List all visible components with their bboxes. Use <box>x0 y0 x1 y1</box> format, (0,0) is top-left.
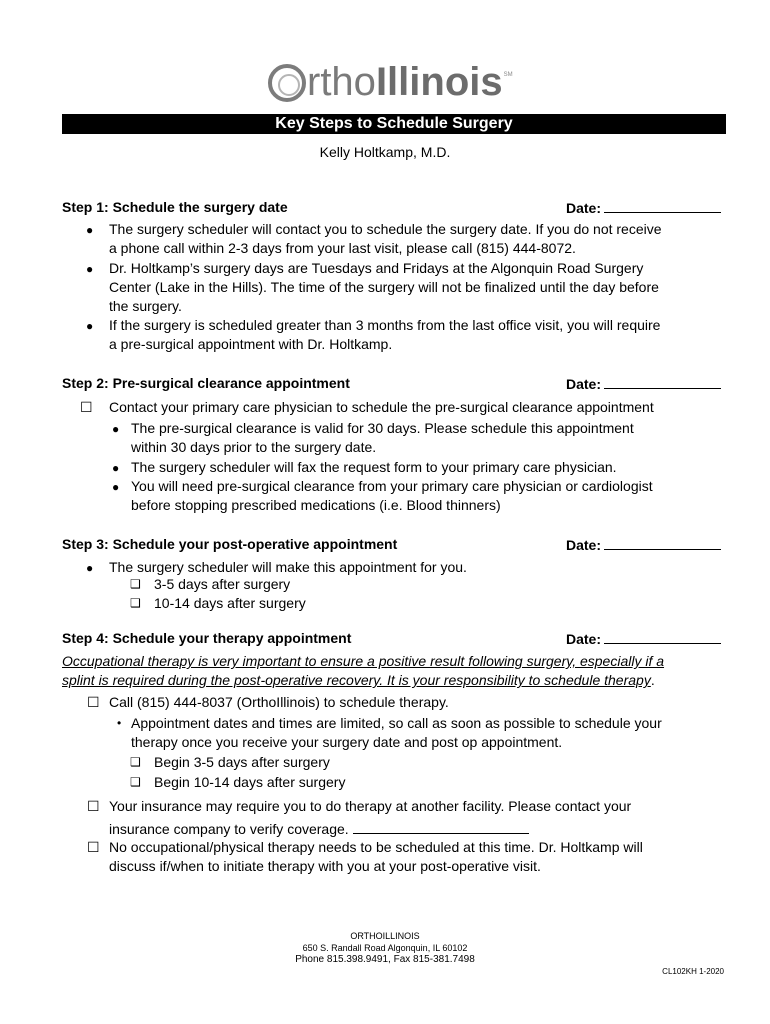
footer-address: 650 S. Randall Road Algonquin, IL 60102 <box>302 943 468 953</box>
logo-rtho-text: rtho <box>307 60 376 104</box>
checkbox-icon[interactable]: ❑ <box>130 596 141 610</box>
checkbox-icon[interactable]: ☐ <box>80 399 93 415</box>
step4-bullet1-line2: therapy once you receive your surgery date and post op appointment. <box>131 734 563 750</box>
step1-date-field <box>566 198 721 218</box>
bullet-icon: ● <box>112 480 120 494</box>
bullet-icon: ● <box>86 561 94 575</box>
step1-bullet2-line2: Center (Lake in the Hills). The time of the surgery will not be finalized until the day before <box>109 279 659 295</box>
footer-phone-fax: Phone 815.398.9491, Fax 815-381.7498 <box>295 954 475 965</box>
date-blank-line <box>604 198 721 213</box>
bullet-icon: ● <box>112 422 120 436</box>
logo-illinois-text: Illinois <box>375 60 503 104</box>
step3-date-field <box>566 535 721 555</box>
date-blank-line <box>604 535 721 550</box>
step4-task-call-therapy: Call (815) 444-8037 (OrthoIllinois) to schedule therapy. <box>109 694 449 710</box>
bullet-icon: ● <box>112 461 120 475</box>
step4-note-line1: Occupational therapy is very important to ensure a positive result following surgery, especially if a <box>62 653 665 669</box>
date-blank-line <box>604 374 721 389</box>
insurance-blank-line[interactable] <box>353 819 529 834</box>
step4-option-10-14-days: Begin 10-14 days after surgery <box>154 774 346 790</box>
step1-heading: Step 1: Schedule the surgery date <box>62 199 288 215</box>
bullet-icon: ● <box>86 223 94 237</box>
step1-bullet2-line3: the surgery. <box>109 298 182 314</box>
step4-note-line2-text: splint is required during the post-operative recovery. It is your responsibility to schedule therapy <box>62 672 651 688</box>
step3-heading: Step 3: Schedule your post-operative appointment <box>62 536 398 552</box>
checkbox-icon[interactable]: ☐ <box>87 798 100 814</box>
step4-task-no-therapy-line2: discuss if/when to initiate therapy with you at your post-operative visit. <box>109 858 541 874</box>
checkbox-icon[interactable]: ☐ <box>87 694 100 710</box>
checkbox-icon[interactable]: ❑ <box>130 755 141 769</box>
step4-heading: Step 4: Schedule your therapy appointment <box>62 630 352 646</box>
step3-option-10-14-days: 10-14 days after surgery <box>154 595 306 611</box>
step4-task-insurance-line2 <box>109 819 529 839</box>
date-label: Date: <box>566 631 602 647</box>
bullet-icon: ● <box>86 319 94 333</box>
step4-note-period: . <box>650 672 655 688</box>
step2-bullet1-line1: The pre-surgical clearance is valid for 30 days. Please schedule this appointment <box>131 420 634 436</box>
logo-o-mark <box>268 64 306 102</box>
step3-option-3-5-days: 3-5 days after surgery <box>154 576 291 592</box>
step2-bullet2-line1: The surgery scheduler will fax the request form to your primary care physician. <box>131 459 617 475</box>
document-code: CL102KH 1-2020 <box>662 967 724 976</box>
doctor-name: Kelly Holtkamp, M.D. <box>319 144 451 160</box>
step4-task-insurance-line1: Your insurance may require you to do therapy at another facility. Please contact your <box>109 798 632 814</box>
step4-date-field <box>566 629 721 649</box>
step2-task-contact-pcp: Contact your primary care physician to schedule the pre-surgical clearance appointment <box>109 399 654 415</box>
document-title: Key Steps to Schedule Surgery <box>62 114 726 134</box>
checkbox-icon[interactable]: ☐ <box>87 839 100 855</box>
date-blank-line <box>604 629 721 644</box>
step1-bullet1-line1: The surgery scheduler will contact you to schedule the surgery date. If you do not receive <box>109 221 662 237</box>
step2-bullet1-line2: within 30 days prior to the surgery date. <box>131 439 377 455</box>
bullet-icon: • <box>117 716 122 730</box>
step4-option-3-5-days: Begin 3-5 days after surgery <box>154 754 330 770</box>
step4-task-no-therapy-line1: No occupational/physical therapy needs to be scheduled at this time. Dr. Holtkamp will <box>109 839 643 855</box>
step1-bullet1-line2: a phone call within 2-3 days from your last visit, please call (815) 444-8072. <box>109 240 576 256</box>
step4-bullet1-line1: Appointment dates and times are limited, so call as soon as possible to schedule your <box>131 715 662 731</box>
checkbox-icon[interactable]: ❑ <box>130 775 141 789</box>
step4-insurance-text: insurance company to verify coverage. <box>109 821 349 837</box>
date-label: Date: <box>566 376 602 392</box>
date-label: Date: <box>566 200 602 216</box>
checkbox-icon[interactable]: ❑ <box>130 577 141 591</box>
step2-bullet3-line1: You will need pre-surgical clearance from your primary care physician or cardiologist <box>131 478 653 494</box>
bullet-icon: ● <box>86 262 94 276</box>
step3-bullet1: The surgery scheduler will make this appointment for you. <box>109 559 467 575</box>
logo-service-mark: SM <box>503 72 513 78</box>
step1-bullet3-line2: a pre-surgical appointment with Dr. Holtkamp. <box>109 336 393 352</box>
step1-bullet2-line1: Dr. Holtkamp’s surgery days are Tuesdays and Fridays at the Algonquin Road Surgery <box>109 260 644 276</box>
footer-company-name: ORTHOILLINOIS <box>350 931 420 941</box>
step2-date-field <box>566 374 721 394</box>
step2-bullet3-line2: before stopping prescribed medications (i.e. Blood thinners) <box>131 497 501 513</box>
step2-heading: Step 2: Pre-surgical clearance appointment <box>62 375 350 391</box>
step4-note-line2 <box>62 671 655 690</box>
date-label: Date: <box>566 537 602 553</box>
step1-bullet3-line1: If the surgery is scheduled greater than 3 months from the last office visit, you will require <box>109 317 661 333</box>
orthoillinois-logo <box>268 58 513 106</box>
